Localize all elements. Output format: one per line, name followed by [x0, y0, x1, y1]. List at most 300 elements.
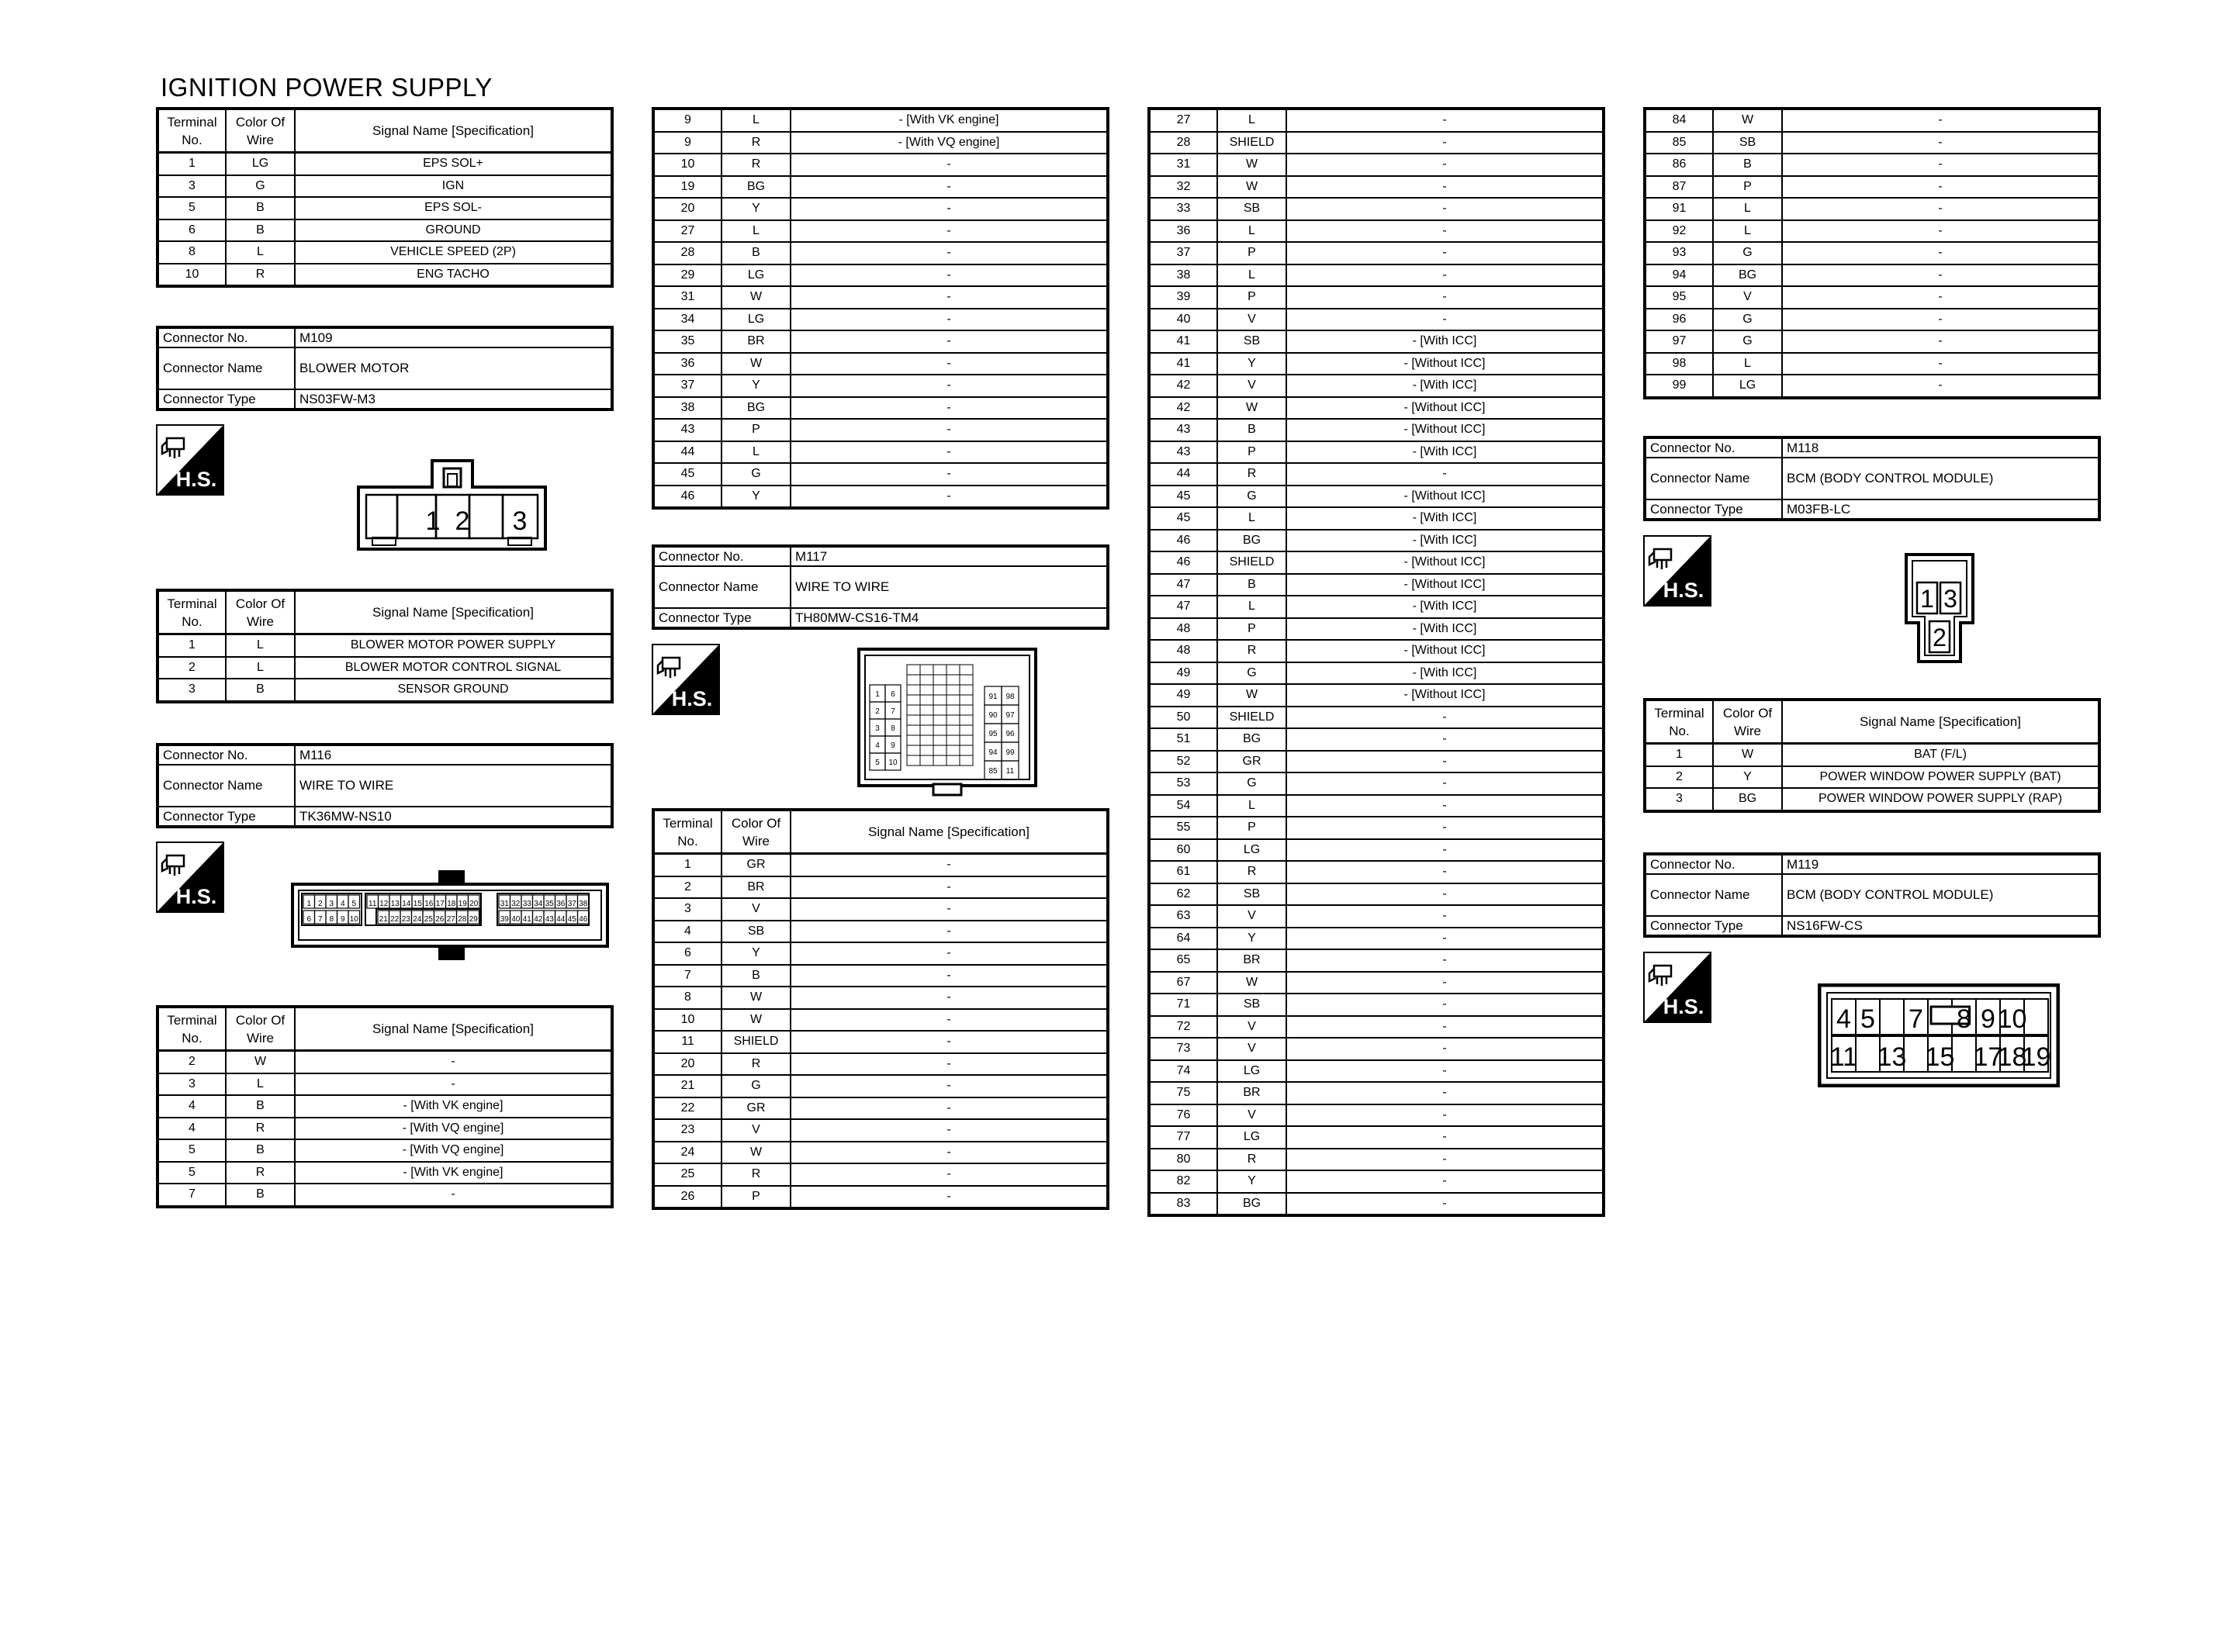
signal-name-cell: - [With VK engine] [295, 1095, 612, 1118]
terminal-no-cell: 46 [1149, 551, 1217, 574]
terminal-no-cell: 47 [1149, 574, 1217, 596]
harness-side-icon [652, 644, 720, 715]
table-row [1645, 353, 2099, 375]
pin-label: 1 [425, 506, 441, 536]
wire-color-cell: W [1217, 972, 1286, 994]
table-row [1149, 441, 1604, 464]
wire-color-cell: V [1217, 1016, 1286, 1039]
header-color-of-wire: Color Of Wire [1713, 700, 1782, 744]
connector-no-value: M116 [295, 745, 612, 765]
wire-color-cell: SB [722, 921, 791, 943]
wire-color-cell: R [1217, 1149, 1286, 1171]
wire-color-cell: V [1217, 1038, 1286, 1060]
table-row [1149, 861, 1604, 883]
header-terminal-no: Terminal No. [157, 590, 226, 634]
wire-color-cell: L [1713, 353, 1782, 375]
table-row [653, 463, 1108, 486]
terminal-no-cell: 48 [1149, 618, 1217, 641]
table-row [1149, 309, 1604, 331]
terminal-no-cell: 97 [1645, 330, 1713, 353]
wire-color-cell: R [1217, 463, 1286, 486]
terminal-no-cell: 53 [1149, 772, 1217, 795]
table-row [1645, 286, 2099, 309]
signal-name-cell: ENG TACHO [295, 264, 612, 287]
terminal-no-cell: 52 [1149, 751, 1217, 773]
pin-label: 11 [1829, 1042, 1858, 1072]
connector-type-label: Connector Type [1645, 916, 1782, 936]
signal-name-cell: - [791, 176, 1108, 199]
wire-color-cell: B [1713, 154, 1782, 176]
signal-name-cell: - [791, 1186, 1108, 1209]
terminal-no-cell: 46 [1149, 530, 1217, 552]
connector-type-value: NS03FW-M3 [295, 389, 612, 410]
pin-label: 24 [413, 915, 422, 924]
connector-no-value: M119 [1782, 854, 2099, 874]
signal-name-cell: - [Without ICC] [1286, 353, 1604, 375]
wire-color-cell: SHIELD [722, 1031, 791, 1053]
table-row [1149, 839, 1604, 862]
table-row [1149, 662, 1604, 685]
table-row [653, 109, 1108, 132]
table-row [1149, 772, 1604, 795]
signal-name-cell: BAT (F/L) [1782, 744, 2099, 766]
pin-label: 98 [1005, 693, 1015, 701]
wire-color-cell: L [1217, 795, 1286, 817]
signal-name-cell: BLOWER MOTOR CONTROL SIGNAL [295, 657, 612, 679]
table-row [1149, 574, 1604, 596]
wire-color-cell: V [1217, 905, 1286, 928]
terminal-no-cell: 31 [1149, 154, 1217, 176]
signal-name-cell: - [791, 898, 1108, 921]
terminal-no-cell: 24 [653, 1142, 722, 1164]
wire-color-cell: LG [1217, 839, 1286, 862]
terminal-no-cell: 28 [1149, 132, 1217, 154]
header-signal-name: Signal Name [Specification] [791, 810, 1108, 854]
header-terminal-no: Terminal No. [157, 1007, 226, 1051]
pin-label: 42 [534, 915, 543, 924]
table-row [157, 264, 612, 287]
signal-name-cell: SENSOR GROUND [295, 679, 612, 702]
pin-label: 35 [545, 900, 554, 908]
terminal-no-cell: 55 [1149, 817, 1217, 839]
wire-color-cell: G [1713, 242, 1782, 264]
terminal-no-cell: 67 [1149, 972, 1217, 994]
table-row [1645, 242, 2099, 264]
pin-label: 11 [369, 900, 377, 908]
table-row [1149, 242, 1604, 264]
pin-label: 2 [317, 900, 323, 908]
signal-name-cell: - [1286, 264, 1604, 287]
signal-name-cell: - [1286, 972, 1604, 994]
terminal-no-cell: 65 [1149, 949, 1217, 972]
terminal-no-cell: 25 [653, 1163, 722, 1186]
wire-color-cell: LG [722, 264, 791, 287]
connector-info-m117 [652, 544, 1109, 630]
wire-color-cell: Y [722, 198, 791, 220]
signal-name-cell: - [1286, 242, 1604, 264]
pin-label: 3 [875, 724, 880, 733]
pin-label: 4 [1836, 1004, 1851, 1034]
wire-color-cell: BR [1217, 1082, 1286, 1104]
table-row [653, 220, 1108, 243]
wire-color-cell: LG [1713, 375, 1782, 398]
wire-color-cell: R [722, 1053, 791, 1076]
signal-name-cell: GROUND [295, 219, 612, 242]
pin-label: 45 [567, 915, 576, 924]
table-row [1645, 330, 2099, 353]
connector-name-label: Connector Name [1645, 874, 1782, 916]
table-row [1645, 264, 2099, 287]
signal-name-cell: - [1286, 132, 1604, 154]
signal-name-cell: - [1286, 994, 1604, 1016]
table-row [653, 898, 1108, 921]
table-row [157, 634, 612, 657]
terminal-no-cell: 95 [1645, 286, 1713, 309]
wire-color-cell: P [1217, 242, 1286, 264]
pin-label: 1 [875, 690, 880, 699]
signal-name-cell: - [1782, 286, 2099, 309]
connector-info-m109 [156, 326, 614, 411]
wire-color-cell: BG [1713, 788, 1782, 811]
signal-name-cell: - [791, 1163, 1108, 1186]
connector-no-label: Connector No. [157, 745, 295, 765]
table-row [1149, 330, 1604, 353]
table-row [1149, 1126, 1604, 1149]
signal-name-cell: - [1286, 905, 1604, 928]
table-row [1149, 286, 1604, 309]
wire-color-cell: W [722, 987, 791, 1009]
table-row [1149, 994, 1604, 1016]
table-row [1645, 132, 2099, 154]
terminal-no-cell: 73 [1149, 1038, 1217, 1060]
wire-color-cell: SHIELD [1217, 551, 1286, 574]
signal-name-cell: - [1286, 220, 1604, 243]
signal-name-cell: - [With VK engine] [295, 1162, 612, 1184]
connector-type-label: Connector Type [653, 608, 791, 628]
connector-name-value: BCM (BODY CONTROL MODULE) [1782, 874, 2099, 916]
wire-color-cell: B [226, 197, 295, 219]
signal-name-cell: - [791, 220, 1108, 243]
signal-name-cell: - [1286, 751, 1604, 773]
table-row [1645, 220, 2099, 243]
terminal-no-cell: 11 [653, 1031, 722, 1053]
table-row [157, 219, 612, 242]
harness-side-icon [156, 424, 224, 496]
table-row [653, 353, 1108, 375]
pin-label: 17 [435, 900, 445, 908]
signal-name-cell: - [1286, 1170, 1604, 1193]
wire-color-cell: L [722, 441, 791, 464]
table-row [1149, 795, 1604, 817]
signal-name-cell: - [1286, 772, 1604, 795]
wire-color-cell: B [226, 1184, 295, 1207]
wire-color-cell: G [1217, 486, 1286, 508]
signal-name-cell: - [Without ICC] [1286, 684, 1604, 707]
terminal-no-cell: 28 [653, 242, 722, 264]
terminal-no-cell: 26 [653, 1186, 722, 1209]
terminal-no-cell: 21 [653, 1075, 722, 1097]
terminal-table-2 [156, 589, 614, 703]
wire-color-cell: B [226, 1095, 295, 1118]
connector-name-label: Connector Name [1645, 458, 1782, 499]
pin-label: 85 [988, 767, 998, 776]
wire-color-cell: BG [722, 176, 791, 199]
table-row [653, 286, 1108, 309]
table-row [653, 242, 1108, 264]
wire-color-cell: P [722, 1186, 791, 1209]
hs-label: H.S. [671, 687, 713, 710]
signal-name-cell: - [Without ICC] [1286, 419, 1604, 441]
terminal-no-cell: 43 [653, 419, 722, 441]
table-row [1149, 640, 1604, 662]
wire-color-cell: L [1217, 109, 1286, 132]
terminal-no-cell: 92 [1645, 220, 1713, 243]
terminal-no-cell: 72 [1149, 1016, 1217, 1039]
terminal-no-cell: 3 [157, 1073, 226, 1096]
connector-type-value: TK36MW-NS10 [295, 807, 612, 827]
wire-color-cell: P [1713, 176, 1782, 199]
signal-name-cell: - [1286, 463, 1604, 486]
wire-color-cell: Y [1217, 1170, 1286, 1193]
connector-no-label: Connector No. [653, 546, 791, 566]
connector-name-value: BLOWER MOTOR [295, 347, 612, 389]
table-row [1645, 309, 2099, 331]
wire-color-cell: B [226, 679, 295, 702]
terminal-no-cell: 3 [1645, 788, 1713, 811]
terminal-no-cell: 83 [1149, 1193, 1217, 1216]
signal-name-cell: - [1782, 220, 2099, 243]
pin-label: 29 [469, 915, 478, 924]
pin-label: 14 [402, 900, 411, 908]
wire-color-cell: BG [1217, 530, 1286, 552]
wire-color-cell: B [1217, 574, 1286, 596]
wire-color-cell: BG [1217, 1193, 1286, 1216]
table-row [653, 375, 1108, 397]
terminal-no-cell: 38 [1149, 264, 1217, 287]
table-row [1149, 1038, 1604, 1060]
signal-name-cell: - [1286, 949, 1604, 972]
signal-name-cell: - [791, 309, 1108, 331]
terminal-no-cell: 45 [1149, 507, 1217, 530]
signal-name-cell: - [1286, 109, 1604, 132]
terminal-no-cell: 40 [1149, 309, 1217, 331]
terminal-no-cell: 43 [1149, 419, 1217, 441]
pin-label: 12 [379, 900, 389, 908]
signal-name-cell: - [1286, 1060, 1604, 1083]
terminal-no-cell: 45 [653, 463, 722, 486]
terminal-table-8 [1643, 698, 2101, 813]
table-row [1645, 788, 2099, 811]
terminal-no-cell: 36 [1149, 220, 1217, 243]
wire-color-cell: GR [722, 854, 791, 876]
connector-no-value: M117 [791, 546, 1108, 566]
signal-name-cell: - [295, 1051, 612, 1073]
pin-label: 11 [1005, 767, 1015, 776]
pin-label: 18 [1997, 1042, 2027, 1072]
terminal-no-cell: 85 [1645, 132, 1713, 154]
table-row [653, 330, 1108, 353]
table-row [1149, 949, 1604, 972]
pin-label: 16 [424, 900, 434, 908]
signal-name-cell: - [791, 353, 1108, 375]
pin-label: 13 [1877, 1042, 1907, 1072]
wire-color-cell: R [226, 1118, 295, 1140]
terminal-no-cell: 98 [1645, 353, 1713, 375]
wire-color-cell: W [1217, 154, 1286, 176]
connector-diagram-m116 [291, 870, 609, 960]
terminal-no-cell: 10 [653, 1009, 722, 1032]
signal-name-cell: - [With ICC] [1286, 596, 1604, 618]
wire-color-cell: L [1217, 220, 1286, 243]
pin-label: 41 [522, 915, 531, 924]
pin-label: 7 [1909, 1004, 1923, 1034]
pin-label: 5 [351, 900, 357, 908]
signal-name-cell: - [1286, 883, 1604, 906]
table-row [157, 1118, 612, 1140]
terminal-table-7 [1643, 107, 2101, 399]
table-row [1149, 1193, 1604, 1216]
wire-color-cell: SB [1217, 883, 1286, 906]
table-row [157, 241, 612, 264]
pin-label: 37 [567, 900, 576, 908]
table-row [1149, 618, 1604, 641]
wire-color-cell: BR [722, 876, 791, 899]
wire-color-cell: BG [722, 397, 791, 420]
wire-color-cell: W [226, 1051, 295, 1073]
table-row [1149, 1060, 1604, 1083]
terminal-no-cell: 63 [1149, 905, 1217, 928]
table-row [653, 397, 1108, 420]
pin-label: 4 [340, 900, 345, 908]
table-row [1645, 154, 2099, 176]
table-row [1645, 375, 2099, 398]
connector-info-m119 [1643, 852, 2101, 938]
signal-name-cell: - [1782, 353, 2099, 375]
pin-label: 28 [458, 915, 467, 924]
signal-name-cell: - [Without ICC] [1286, 551, 1604, 574]
pin-label: 8 [891, 724, 895, 733]
hs-label: H.S. [175, 468, 217, 491]
table-row [1645, 198, 2099, 220]
pin-label: 31 [500, 900, 509, 908]
table-row [653, 1163, 1108, 1186]
wire-color-cell: SB [1217, 994, 1286, 1016]
terminal-no-cell: 27 [1149, 109, 1217, 132]
wire-color-cell: G [226, 175, 295, 198]
pin-label: 9 [340, 915, 345, 924]
table-row [1149, 486, 1604, 508]
wire-color-cell: G [1217, 662, 1286, 685]
terminal-no-cell: 82 [1149, 1170, 1217, 1193]
terminal-no-cell: 75 [1149, 1082, 1217, 1104]
signal-name-cell: - [791, 854, 1108, 876]
terminal-no-cell: 50 [1149, 707, 1217, 729]
pin-label: 27 [446, 915, 455, 924]
signal-name-cell: - [Without ICC] [1286, 486, 1604, 508]
terminal-no-cell: 93 [1645, 242, 1713, 264]
pin-label: 23 [401, 915, 410, 924]
terminal-no-cell: 61 [1149, 861, 1217, 883]
signal-name-cell: - [791, 1075, 1108, 1097]
terminal-no-cell: 8 [653, 987, 722, 1009]
table-row [157, 197, 612, 219]
table-row [1149, 132, 1604, 154]
wire-color-cell: W [722, 1009, 791, 1032]
connector-diagram-m118 [1905, 553, 1974, 663]
pin-label: 33 [522, 900, 531, 908]
pin-label: 9 [1981, 1004, 1995, 1034]
terminal-no-cell: 86 [1645, 154, 1713, 176]
harness-side-icon [1643, 535, 1711, 607]
table-row [653, 1186, 1108, 1209]
terminal-no-cell: 43 [1149, 441, 1217, 464]
terminal-no-cell: 76 [1149, 1104, 1217, 1127]
connector-type-value: M03FB-LC [1782, 499, 2099, 520]
connector-name-value: WIRE TO WIRE [295, 765, 612, 807]
signal-name-cell: - [With ICC] [1286, 507, 1604, 530]
terminal-no-cell: 1 [1645, 744, 1713, 766]
pin-label: 6 [306, 915, 312, 924]
pin-label: 44 [556, 915, 566, 924]
table-row [1645, 109, 2099, 132]
connector-name-value: BCM (BODY CONTROL MODULE) [1782, 458, 2099, 499]
wire-color-cell: W [722, 286, 791, 309]
pin-label: 1 [1920, 585, 1934, 613]
terminal-no-cell: 80 [1149, 1149, 1217, 1171]
wire-color-cell: L [1217, 507, 1286, 530]
signal-name-cell: - [791, 286, 1108, 309]
pin-label: 99 [1005, 748, 1015, 757]
wire-color-cell: SB [1217, 198, 1286, 220]
wire-color-cell: V [1217, 309, 1286, 331]
connector-no-label: Connector No. [1645, 437, 1782, 458]
table-row [157, 1051, 612, 1073]
table-row [1149, 397, 1604, 420]
signal-name-cell: - [1286, 286, 1604, 309]
wire-color-cell: L [1713, 220, 1782, 243]
signal-name-cell: - [791, 419, 1108, 441]
signal-name-cell: - [1286, 795, 1604, 817]
terminal-no-cell: 3 [157, 175, 226, 198]
terminal-no-cell: 3 [157, 679, 226, 702]
terminal-no-cell: 94 [1645, 264, 1713, 287]
wire-color-cell: LG [1217, 1060, 1286, 1083]
table-row [653, 1075, 1108, 1097]
pin-label: 26 [435, 915, 445, 924]
signal-name-cell: EPS SOL+ [295, 153, 612, 175]
signal-name-cell: EPS SOL- [295, 197, 612, 219]
terminal-no-cell: 44 [1149, 463, 1217, 486]
connector-diagram-m109 [357, 450, 547, 551]
terminal-no-cell: 42 [1149, 375, 1217, 397]
terminal-no-cell: 22 [653, 1097, 722, 1120]
table-row [653, 419, 1108, 441]
terminal-no-cell: 41 [1149, 353, 1217, 375]
terminal-no-cell: 96 [1645, 309, 1713, 331]
signal-name-cell: - [With ICC] [1286, 375, 1604, 397]
table-row [1645, 176, 2099, 199]
terminal-no-cell: 46 [653, 486, 722, 509]
pin-label: 1 [306, 900, 312, 908]
wire-color-cell: G [722, 463, 791, 486]
pin-label: 7 [891, 707, 895, 716]
hs-label: H.S. [1663, 579, 1704, 602]
signal-name-cell: - [791, 1097, 1108, 1120]
table-row [1149, 728, 1604, 751]
terminal-no-cell: 77 [1149, 1126, 1217, 1149]
table-row [1149, 1082, 1604, 1104]
wire-color-cell: SB [1217, 330, 1286, 353]
